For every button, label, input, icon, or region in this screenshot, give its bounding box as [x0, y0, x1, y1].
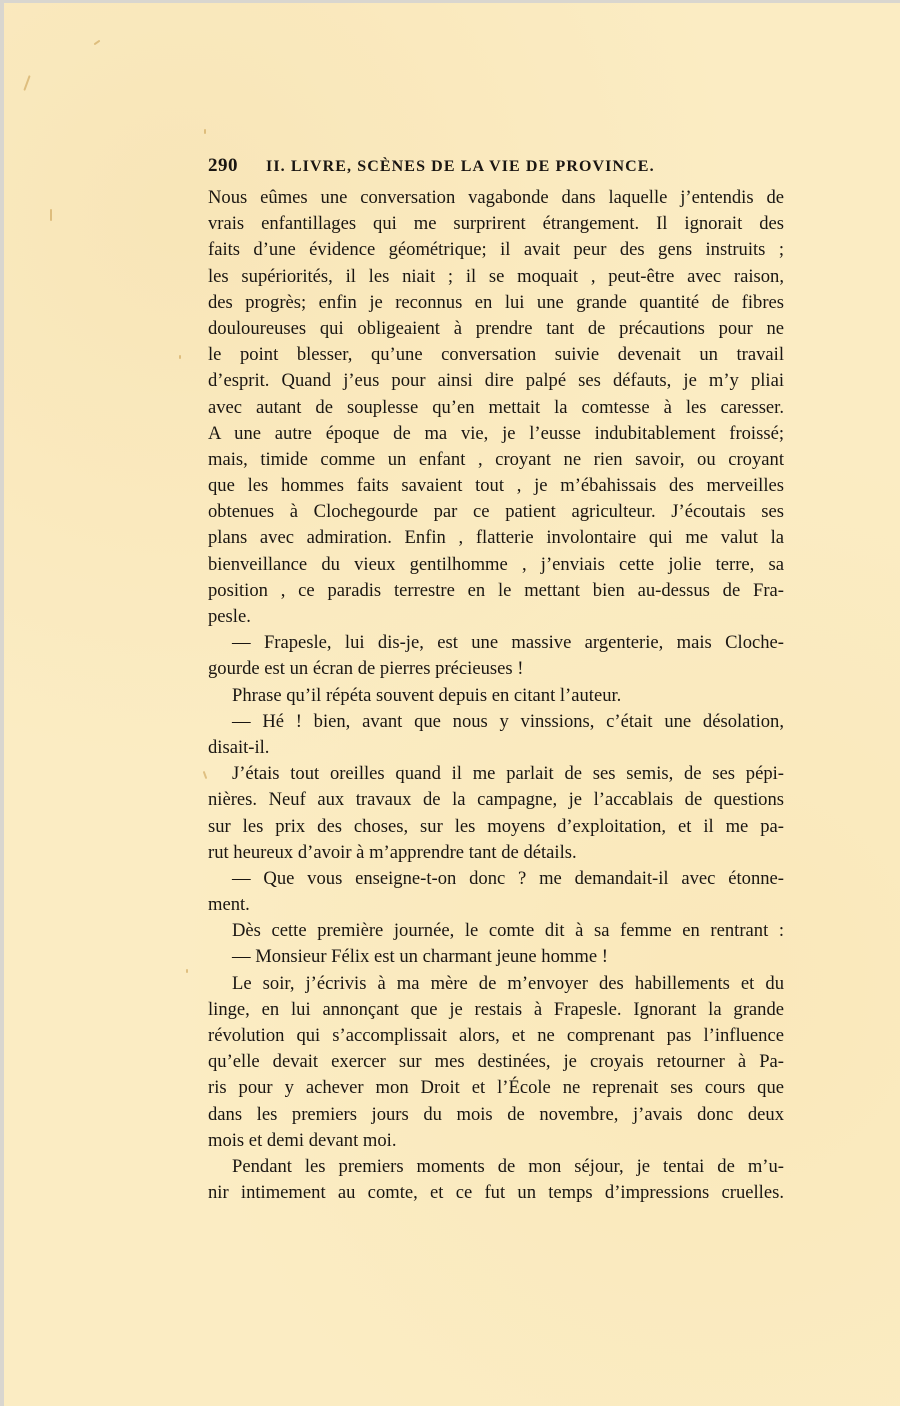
text-line: nir intimement au comte, et ce fut un temps d’impressions cruelles. [208, 1182, 784, 1204]
paper-fleck [50, 209, 52, 221]
text-line: — Hé ! bien, avant que nous y vinssions, c’était une désolation, [232, 710, 784, 732]
text-line: — Frapesle, lui dis-je, est une massive argenterie, mais Cloche- [232, 632, 784, 654]
text-line: plans avec admiration. Enfin , flatterie involontaire qui me valut la [208, 527, 784, 549]
paper-fleck [204, 129, 206, 134]
text-line: Pendant les premiers moments de mon séjour, je tentai de m’u- [232, 1155, 784, 1177]
text-line: A une autre époque de ma vie, je l’eusse indubitablement froissé; [208, 422, 784, 444]
text-line: mais, timide comme un enfant , croyant ne rien savoir, ou croyant [208, 448, 784, 470]
text-line: dans les premiers jours du mois de novembre, j’avais donc deux [208, 1103, 784, 1125]
paper-fleck [94, 40, 101, 46]
text-column [208, 155, 784, 1206]
text-line: position , ce paradis terrestre en le mettant bien au-dessus de Fra- [208, 579, 784, 601]
text-line: — Que vous enseigne-t-on donc ? me demandait-il avec étonne- [232, 867, 784, 889]
text-line: Dès cette première journée, le comte dit à sa femme en rentrant : [232, 920, 784, 942]
text-line: avec autant de souplesse qu’en mettait la comtesse à les caresser. [208, 396, 784, 418]
book-page [4, 3, 900, 1406]
text-line: nières. Neuf aux travaux de la campagne, je l’accablais de questions [208, 789, 784, 811]
paper-fleck [203, 771, 208, 779]
text-line: faits d’une évidence géométrique; il avait peur des gens instruits ; [208, 239, 784, 261]
text-line: obtenues à Clochegourde par ce patient agriculteur. J’écoutais ses [208, 501, 784, 523]
text-line: Phrase qu’il répéta souvent depuis en citant l’auteur. [232, 684, 622, 706]
text-line: Le soir, j’écrivis à ma mère de m’envoyer des habillements et du [232, 972, 784, 994]
paper-fleck [179, 355, 181, 359]
text-line: le point blesser, qu’une conversation suivie devenait un travail [208, 344, 784, 366]
running-title: II. LIVRE, SCÈNES DE LA VIE DE PROVINCE. [266, 158, 655, 175]
paper-fleck [23, 75, 30, 91]
text-line: — Monsieur Félix est un charmant jeune homme ! [232, 946, 608, 968]
paper-fleck [186, 969, 188, 973]
text-line: les supériorités, il les niait ; il se moquait , peut-être avec raison, [208, 265, 784, 287]
text-line: qu’elle devait exercer sur mes destinées, je croyais retourner à Pa- [208, 1051, 784, 1073]
text-line: douloureuses qui obligeaient à prendre tant de précautions pour ne [208, 317, 784, 339]
text-line: linge, en lui annonçant que je restais à Frapesle. Ignorant la grande [208, 998, 784, 1020]
text-line: ment. [208, 894, 250, 916]
body-text [208, 185, 784, 1206]
page-number: 290 [208, 155, 238, 176]
text-line: gourde est un écran de pierres précieuses ! [208, 658, 524, 680]
text-line: révolution qui s’accomplissait alors, et ne comprenant pas l’influence [208, 1025, 784, 1046]
text-line: ris pour y achever mon Droit et l’École ne reprenait ses cours que [208, 1077, 784, 1099]
text-line: que les hommes faits savaient tout , je m’ébahissais des merveilles [208, 475, 784, 497]
text-line: rut heureux d’avoir à m’apprendre tant de détails. [208, 841, 577, 863]
text-line: disait-il. [208, 736, 270, 758]
text-line: J’étais tout oreilles quand il me parlait de ses semis, de ses pépi- [232, 763, 784, 785]
text-line: sur les prix des choses, sur les moyens d’exploitation, et il me pa- [208, 815, 784, 837]
text-line: des progrès; enfin je reconnus en lui une grande quantité de fibres [208, 291, 784, 313]
text-line: vrais enfantillages qui me surprirent étrangement. Il ignorait des [208, 213, 784, 235]
text-line: Nous eûmes une conversation vagabonde dans laquelle j’entendis de [208, 187, 784, 208]
text-line: mois et demi devant moi. [208, 1129, 397, 1151]
text-line: d’esprit. Quand j’eus pour ainsi dire palpé ses défauts, je m’y pliai [208, 370, 784, 392]
running-head [208, 155, 784, 185]
text-line: pesle. [208, 606, 251, 627]
text-line: bienveillance du vieux gentilhomme , j’enviais cette jolie terre, sa [208, 553, 784, 575]
